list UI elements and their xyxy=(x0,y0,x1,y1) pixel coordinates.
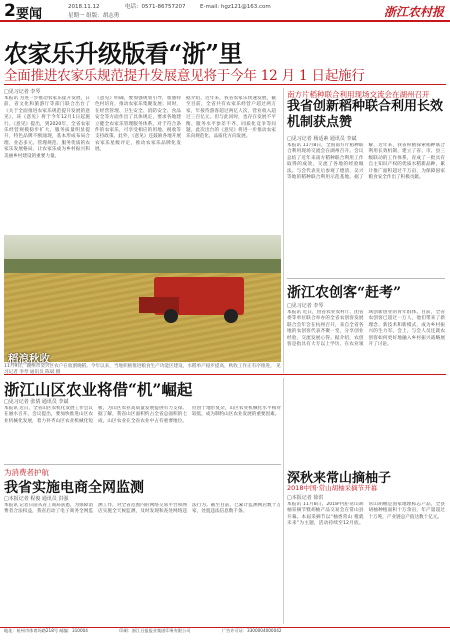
lead-col-3: 据介绍，近年来，我省农家乐快速发展，截至目前，全省共有农家乐经营户超过两万家，年接待游客超过两亿人次，营业收入超过三百亿元。但与此同时，也存在发展不平衡、服务水平参差不齐、同质化竞争等问题，此次出台的《意见》将进一步推动农家乐向规范化、品质化方向发展。 xyxy=(186,96,276,140)
footer-address: 地址：杭州市体育场路218号 邮编：310004 xyxy=(4,628,88,633)
bottom-mid-kicker: 为消费者护航 xyxy=(4,468,49,477)
bottom-mid-byline: □本报记者 程俊 通讯员 洪强 xyxy=(4,496,69,502)
bottom-mid-headline: 我省实施电商全网监测 xyxy=(4,480,144,496)
footer-printer: 印刷：浙江日报报业集团印务有限公司 xyxy=(119,628,191,633)
harvest-photo xyxy=(4,235,281,362)
footer-license: 广告许可证：3300004000042 xyxy=(221,628,282,633)
bottom-left-byline: □见习记者 张倩 通讯员 李斌 xyxy=(4,399,69,405)
issue-date: 2018.11.12 xyxy=(68,4,100,10)
bottom-left-headline: 浙江山区农业将借“机”崛起 xyxy=(4,380,193,399)
lead-headline: 农家乐升级版看“浙”里 xyxy=(4,39,243,68)
bottom-right-headline: 深秋来常山摘柚子 xyxy=(287,471,392,486)
email: E-mail: hgz121@163.com xyxy=(200,4,271,10)
bottom-mid-text: 本报讯 记者日前从省工商局获悉，为保障消费者合法权益，我省启动了电子商务全网监测工作，对全省范围内的网络交易平台和网店实施全天候监测，及时发现和查处网络违法行为。截至目前，已累计监测网店数十万家，处置违法信息数千条。 xyxy=(4,503,281,515)
page-footer xyxy=(0,627,450,640)
newspaper-name: 浙江农村报 xyxy=(383,5,444,19)
lead-col-2: 《意见》明确，要加强规划引导，加强特色村培育，推动农家乐集聚发展；同时，在经营管理、卫生安全、消防安全、食品安全等方面作出了具体规定，要求各地建立健全农家乐管理服务体系。对于符合条件的农家乐，可享受相应的用地、税收等支持政策。此外，《意见》还鼓励各地开展农家乐星级评定，推动农家乐品牌化发展。 xyxy=(95,96,181,153)
right-top-text: 本报讯 11月8日，全国南方片稻种联合利用现场交流会在湖州召开。会议总结了近年来南方稻种联合利用工作取得的成效，交流了各地的经验做法。与会代表先后参观了德清、吴兴等地的稻种联合利用示范基地。据了解，近年来，我省积极探索稻种联合利用长效机制，建立了省、市、县三级联动的工作体系，育成了一批具有自主知识产权的优质水稻新品种，累计推广面积超过千万亩，为保障国家粮食安全作出了积极贡献。 xyxy=(287,143,445,181)
lead-byline: □见习记者 李琴 xyxy=(4,89,41,95)
page-number: 2 xyxy=(4,1,16,21)
right-top-kicker: 南方片稻种联合利用现场交流会在湖州召开 xyxy=(287,90,430,99)
bottom-right-text: 本报讯 11月8日，2018中国·常山胡柚采摘节暨胡柚产品交易会在常山县开幕。本届采摘节以“柚香常山 橙就未来”为主题，活动持续至12月底。常山胡柚是国家地理标志产品，全县胡柚种植面积十万余亩，年产量超过十万吨，产业链总产值达数十亿元。 xyxy=(287,502,445,527)
right-top-byline: □见习记者 杨适素 通讯员 李斌 xyxy=(287,136,357,142)
column-divider xyxy=(283,88,284,373)
page-header xyxy=(0,0,450,22)
right-mid-byline: □见习记者 李琴 xyxy=(287,303,324,309)
phone: 电话：0571-86757207 xyxy=(125,4,186,10)
lead-rule xyxy=(4,84,446,85)
right-mid-text: 本报讯 近日，由省农业农村厅、团省委等单位联合举办的全省农创客发展联合会年会在杭州召开，来自全省各地的农创客代表齐聚一堂，分享创业经验，交流发展心得。据介绍，农创客是指具有大专以上学历、在农业领域创新创业的青年群体。目前，全省农创客已超过一万人，他们带来了新理念、新技术和新模式，成为乡村振兴的生力军。会上，与会人员还就农创客如何更好地融入乡村振兴战略展开了讨论。 xyxy=(287,310,445,348)
section-name: 要闻 xyxy=(16,7,43,22)
lead-subheadline: 全面推进农家乐规范提升发展意见将于今年 12 月 1 日起施行 xyxy=(4,68,365,84)
bottom-left-text: 本报讯 近日，全省山区农机化发展工作会议在丽水召开。会议提出，要加快推进山区农业机械化发展，着力补齐山区农业机械化短板，为山区农业高质量发展提供有力支撑。据了解，我省山区面积约占全省总面积的七成，山区农业在全省农业中占有重要地位。但由于地形复杂，山区农业机械化水平相对较低，成为制约山区农业发展的重要因素。 xyxy=(4,406,281,424)
bottom-right-byline: □本报记者 徐洪 xyxy=(287,495,324,501)
bottom-right-subheadline: 2018中国·常山胡柚采摘节开幕 xyxy=(287,484,378,492)
lead-col-1: 本报讯 为进一步推动农家乐提升发展，日前，省文化和旅游厅等部门联合出台了《关于全面推进农家乐规范提升发展的意见》，该《意见》将于今年12月1日起施行。《意见》提出，到2020年，全省农家乐经营规模稳步扩大，服务质量明显提升，特色品牌不断涌现，基本形成布局合理、业态多元、管理规范、服务优质的农家乐发展格局，让农家乐成为乡村振兴和美丽乡村建设的重要力量。 xyxy=(4,96,90,159)
photo-caption: 11月9日，湖州市吴兴区农户在收割晚稻。今年以来，当地积极推进粮食生产功能区建设，水稻单产稳步提高，秋收工作正有序推进。 见习记者 李琴 通讯员 陈斌 摄 xyxy=(4,364,281,376)
photo-tag: 稻浪秋收 xyxy=(8,353,50,365)
right-mid-headline: 浙江农创客“赶考” xyxy=(287,285,402,301)
right-top-headline: 我省创新稻种联合利用长效机制获点赞 xyxy=(287,99,444,130)
editor-line: 星期一 组版：胡志勇 xyxy=(68,13,120,19)
